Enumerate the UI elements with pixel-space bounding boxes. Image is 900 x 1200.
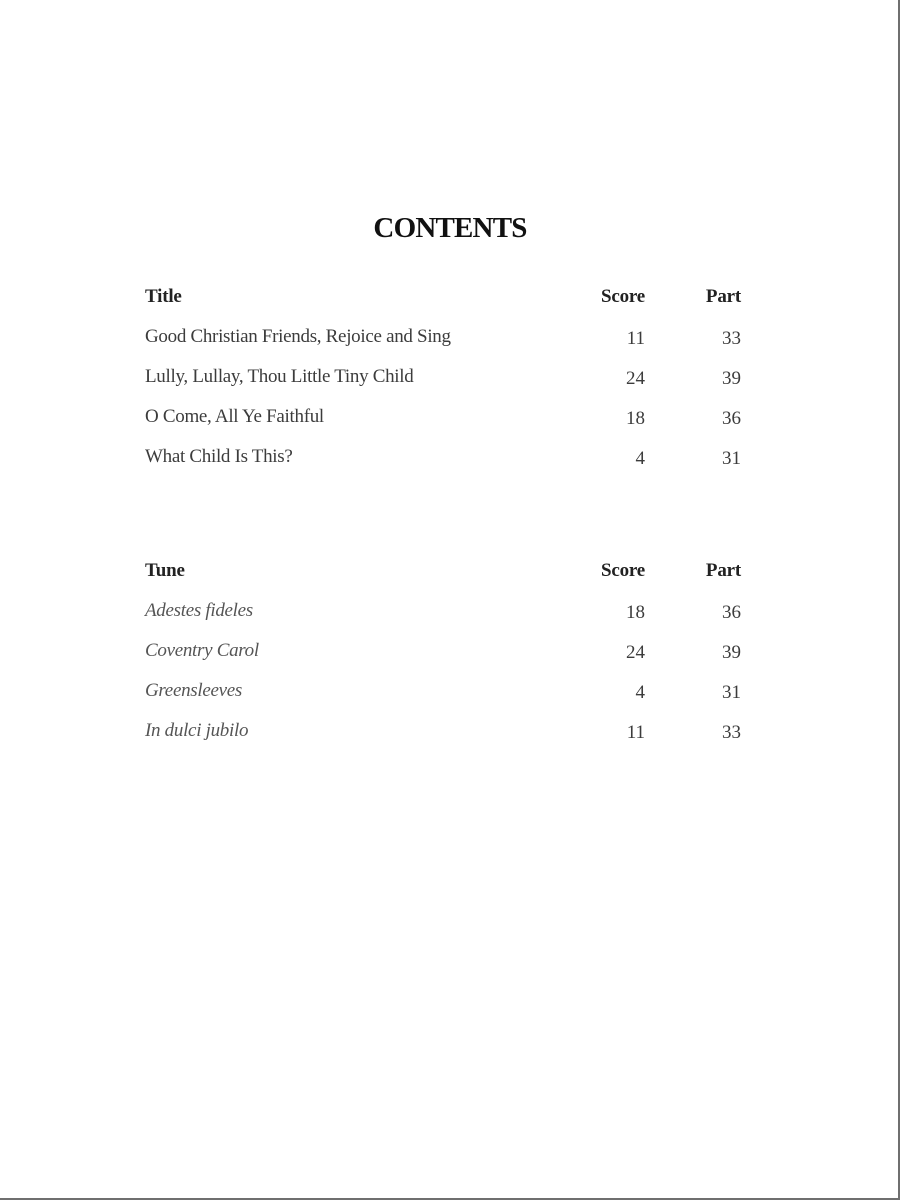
part-page: 39 — [722, 368, 741, 389]
entry-title: Lully, Lullay, Thou Little Tiny Child — [145, 366, 414, 387]
table-row — [145, 406, 741, 446]
part-column-header: Part — [705, 560, 741, 581]
score-page: 11 — [626, 328, 645, 349]
score-page: 18 — [626, 602, 645, 623]
table-row — [145, 326, 741, 366]
tune-name: Adestes fideles — [145, 600, 253, 621]
tune-name: In dulci jubilo — [145, 720, 249, 741]
tunes-header-row — [145, 560, 741, 600]
table-row — [145, 366, 741, 406]
title-column-header: Title — [145, 286, 182, 307]
entry-title: Good Christian Friends, Rejoice and Sing — [145, 326, 451, 347]
tunes-table — [145, 560, 741, 760]
part-column-header: Part — [705, 286, 741, 307]
score-page: 4 — [635, 682, 645, 703]
table-row — [145, 680, 741, 720]
score-page: 24 — [626, 642, 645, 663]
titles-table — [145, 286, 741, 486]
titles-header-row — [145, 286, 741, 326]
part-page: 36 — [722, 602, 741, 623]
part-page: 31 — [722, 682, 741, 703]
tune-column-header: Tune — [145, 560, 185, 581]
table-row — [145, 640, 741, 680]
table-row — [145, 600, 741, 640]
tune-name: Coventry Carol — [145, 640, 259, 661]
part-page: 39 — [722, 642, 741, 663]
score-column-header: Score — [600, 560, 645, 581]
score-page: 18 — [626, 408, 645, 429]
table-row — [145, 446, 741, 486]
score-page: 11 — [626, 722, 645, 743]
entry-title: O Come, All Ye Faithful — [145, 406, 324, 427]
tune-name: Greensleeves — [145, 680, 242, 701]
score-page: 24 — [626, 368, 645, 389]
part-page: 33 — [722, 722, 741, 743]
score-column-header: Score — [600, 286, 645, 307]
part-page: 36 — [722, 408, 741, 429]
entry-title: What Child Is This? — [145, 446, 293, 467]
part-page: 31 — [722, 448, 741, 469]
table-row — [145, 720, 741, 760]
score-page: 4 — [635, 448, 645, 469]
page-title: CONTENTS — [373, 212, 527, 244]
part-page: 33 — [722, 328, 741, 349]
